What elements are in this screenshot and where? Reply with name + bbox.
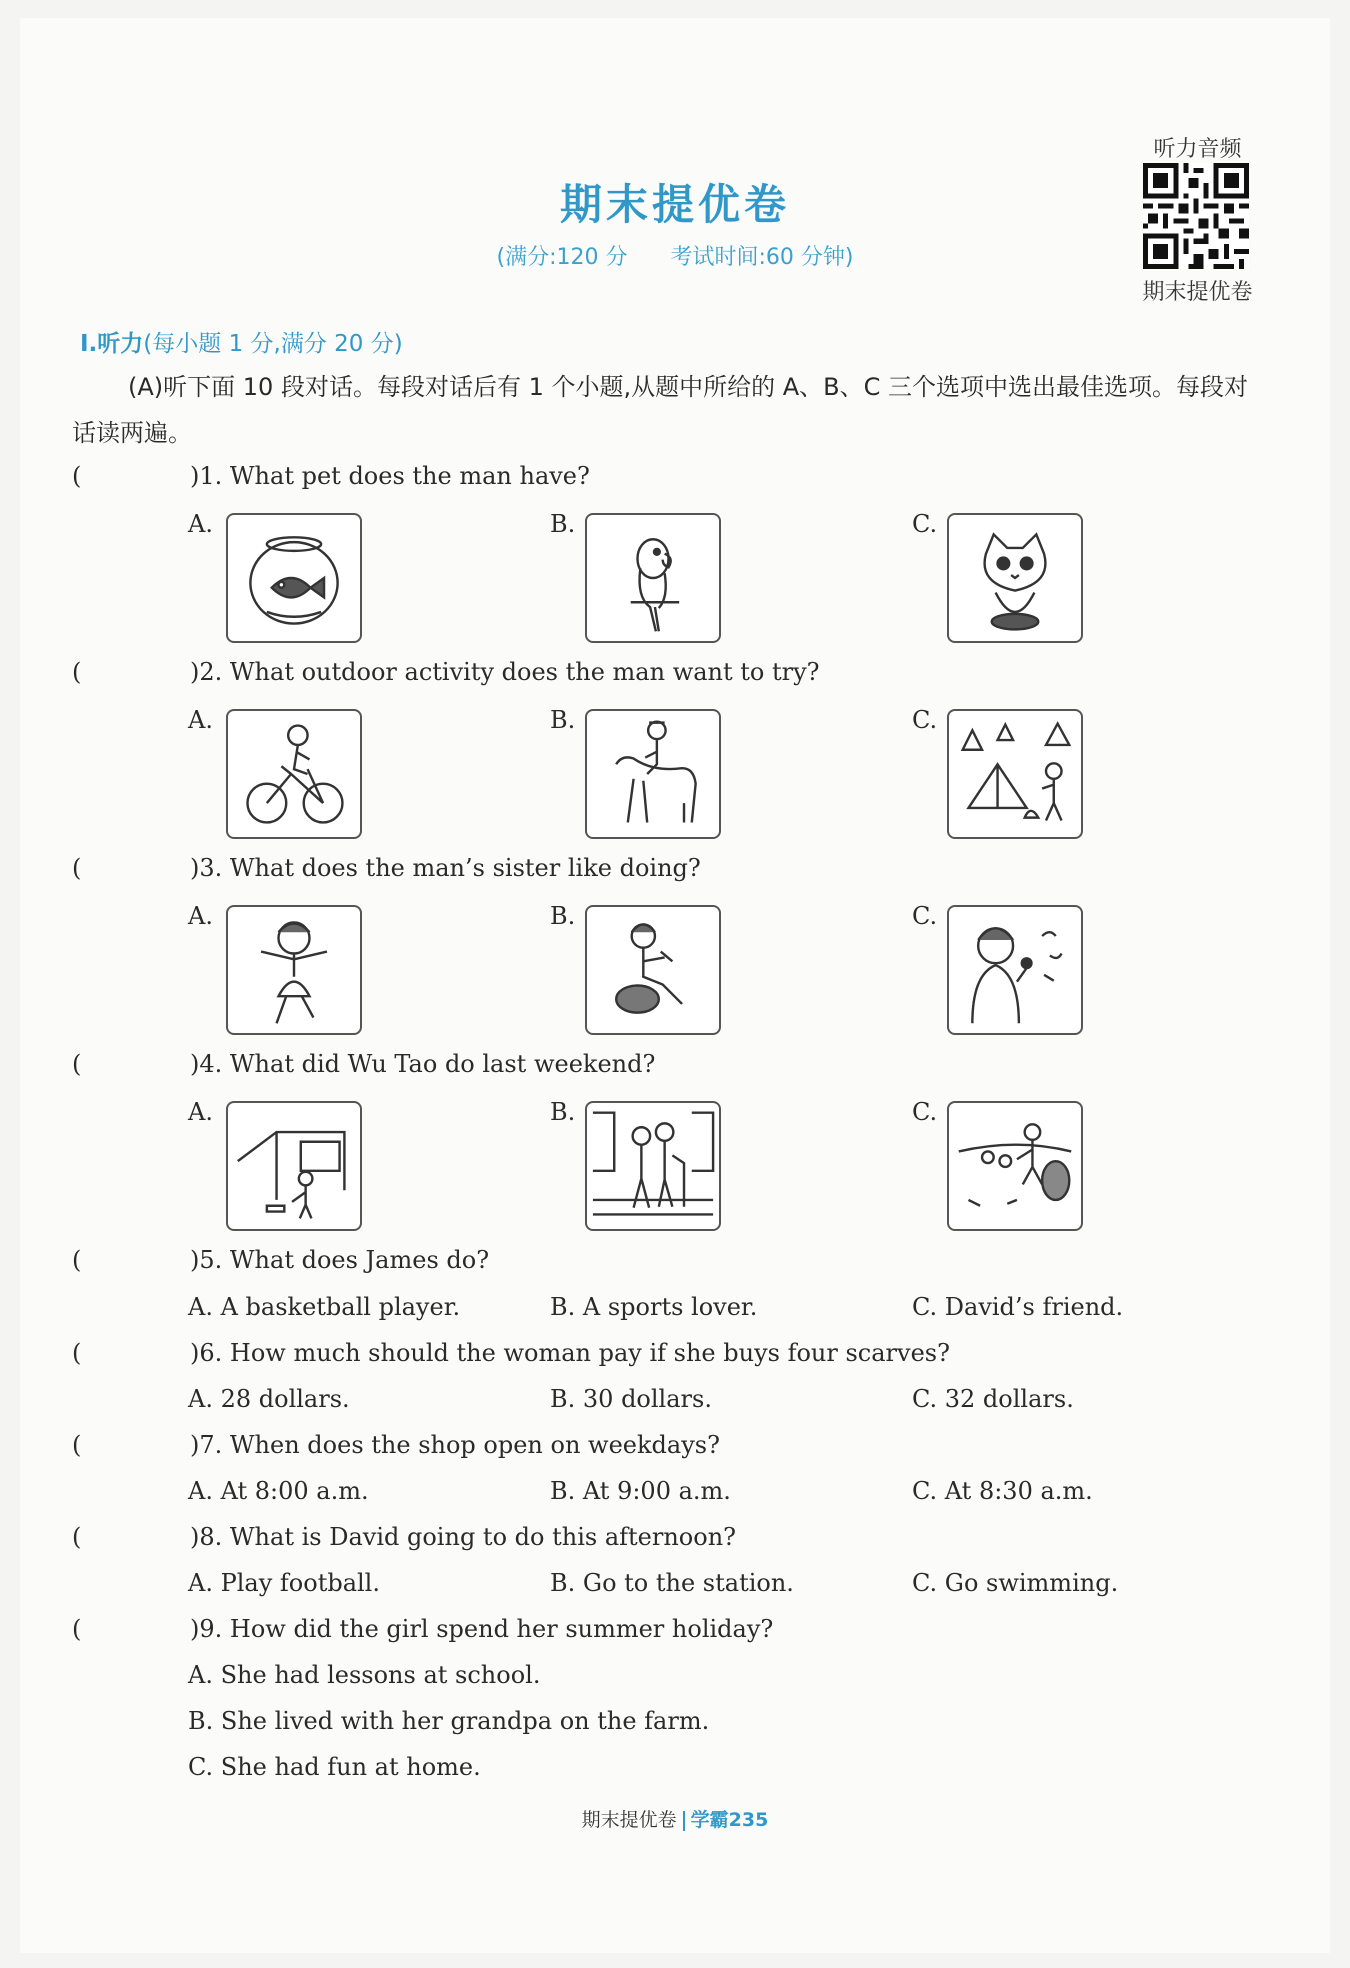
page-footer: [0, 1805, 1350, 1832]
question-2: [72, 658, 820, 686]
question-text: )3. What does the man’s sister like doing?: [190, 854, 701, 882]
exam-time: 考试时间:60 分钟): [670, 245, 854, 270]
footer-title: 期末提优卷: [581, 1809, 677, 1831]
option-c[interactable]: C. David’s friend.: [912, 1293, 1124, 1321]
goldfish-bowl-icon[interactable]: [226, 513, 362, 643]
helping-old-man-icon[interactable]: [585, 1101, 721, 1231]
option-a[interactable]: A. 28 dollars.: [188, 1385, 350, 1413]
dancing-icon[interactable]: [226, 905, 362, 1035]
reading-icon[interactable]: [585, 905, 721, 1035]
question-4: [72, 1050, 655, 1078]
page-title: 期末提优卷: [559, 180, 790, 229]
question-1: [72, 462, 590, 490]
singing-icon[interactable]: [947, 905, 1083, 1035]
option-c[interactable]: C. At 8:30 a.m.: [912, 1477, 1093, 1505]
option-b[interactable]: B.: [550, 510, 576, 538]
option-a[interactable]: A.: [188, 902, 213, 930]
qr-bottom-label: 期末提优卷: [1142, 280, 1253, 305]
qr-top-label: 听力音频: [1153, 137, 1242, 162]
question-9: [72, 1615, 773, 1643]
section-heading: [80, 325, 403, 358]
section-title: Ⅰ.听力: [80, 331, 144, 357]
question-text: )2. What outdoor activity does the man want to try?: [190, 658, 820, 686]
answer-blank[interactable]: (: [72, 658, 82, 686]
camping-icon[interactable]: [947, 709, 1083, 839]
option-c[interactable]: C.: [912, 706, 938, 734]
option-c[interactable]: C. She had fun at home.: [188, 1753, 481, 1781]
option-c[interactable]: C. Go swimming.: [912, 1569, 1119, 1597]
option-a[interactable]: A. A basketball player.: [188, 1293, 461, 1321]
answer-blank[interactable]: (: [72, 1431, 82, 1459]
answer-blank[interactable]: (: [72, 1523, 82, 1551]
cycling-icon[interactable]: [226, 709, 362, 839]
question-7: [72, 1431, 720, 1459]
option-a[interactable]: A.: [188, 706, 213, 734]
answer-blank[interactable]: (: [72, 1339, 82, 1367]
question-text: )4. What did Wu Tao do last weekend?: [190, 1050, 656, 1078]
question-text: )1. What pet does the man have?: [190, 462, 590, 490]
question-3: [72, 854, 701, 882]
option-a[interactable]: A.: [188, 1098, 213, 1126]
question-text: )7. When does the shop open on weekdays?: [190, 1431, 720, 1459]
question-text: )5. What does James do?: [190, 1246, 490, 1274]
qr-code-icon[interactable]: [1143, 163, 1249, 269]
section-intro: (A)听下面 10 段对话。每段对话后有 1 个小题,从题中所给的 A、B、C 三个选项中选出最佳选项。每段对话读两遍。: [72, 373, 1248, 447]
answer-blank[interactable]: (: [72, 1050, 82, 1078]
horse-riding-icon[interactable]: [585, 709, 721, 839]
option-b[interactable]: B.: [550, 1098, 576, 1126]
answer-blank[interactable]: (: [72, 462, 82, 490]
option-a[interactable]: A.: [188, 510, 213, 538]
question-text: )8. What is David going to do this afternoon?: [190, 1523, 737, 1551]
option-c[interactable]: C.: [912, 902, 938, 930]
option-b[interactable]: B. At 9:00 a.m.: [550, 1477, 731, 1505]
question-5: [72, 1246, 489, 1274]
option-c[interactable]: C. 32 dollars.: [912, 1385, 1074, 1413]
answer-blank[interactable]: (: [72, 1615, 82, 1643]
option-b[interactable]: B. She lived with her grandpa on the farm.: [188, 1707, 710, 1735]
footer-brand: 学霸: [690, 1809, 729, 1831]
section-scoring: (每小题 1 分,满分 20 分): [143, 331, 403, 357]
option-c[interactable]: C.: [912, 510, 938, 538]
question-8: [72, 1523, 736, 1551]
option-b[interactable]: B.: [550, 902, 576, 930]
page-number: 235: [728, 1809, 769, 1831]
answer-blank[interactable]: (: [72, 854, 82, 882]
parrot-icon[interactable]: [585, 513, 721, 643]
option-b[interactable]: B.: [550, 706, 576, 734]
option-b[interactable]: B. Go to the station.: [550, 1569, 794, 1597]
cat-icon[interactable]: [947, 513, 1083, 643]
option-a[interactable]: A. At 8:00 a.m.: [188, 1477, 369, 1505]
option-c[interactable]: C.: [912, 1098, 938, 1126]
question-text: )6. How much should the woman pay if she buys four scarves?: [190, 1339, 950, 1367]
full-score: (满分:120 分: [496, 245, 628, 270]
footer-divider: [683, 1811, 685, 1831]
option-b[interactable]: B. A sports lover.: [550, 1293, 758, 1321]
cleaning-park-icon[interactable]: [947, 1101, 1083, 1231]
option-a[interactable]: A. Play football.: [188, 1569, 380, 1597]
answer-blank[interactable]: (: [72, 1246, 82, 1274]
question-text: )9. How did the girl spend her summer holiday?: [190, 1615, 774, 1643]
question-6: [72, 1339, 950, 1367]
walking-dog-icon[interactable]: [226, 1101, 362, 1231]
option-a[interactable]: A. She had lessons at school.: [188, 1661, 541, 1689]
option-b[interactable]: B. 30 dollars.: [550, 1385, 712, 1413]
